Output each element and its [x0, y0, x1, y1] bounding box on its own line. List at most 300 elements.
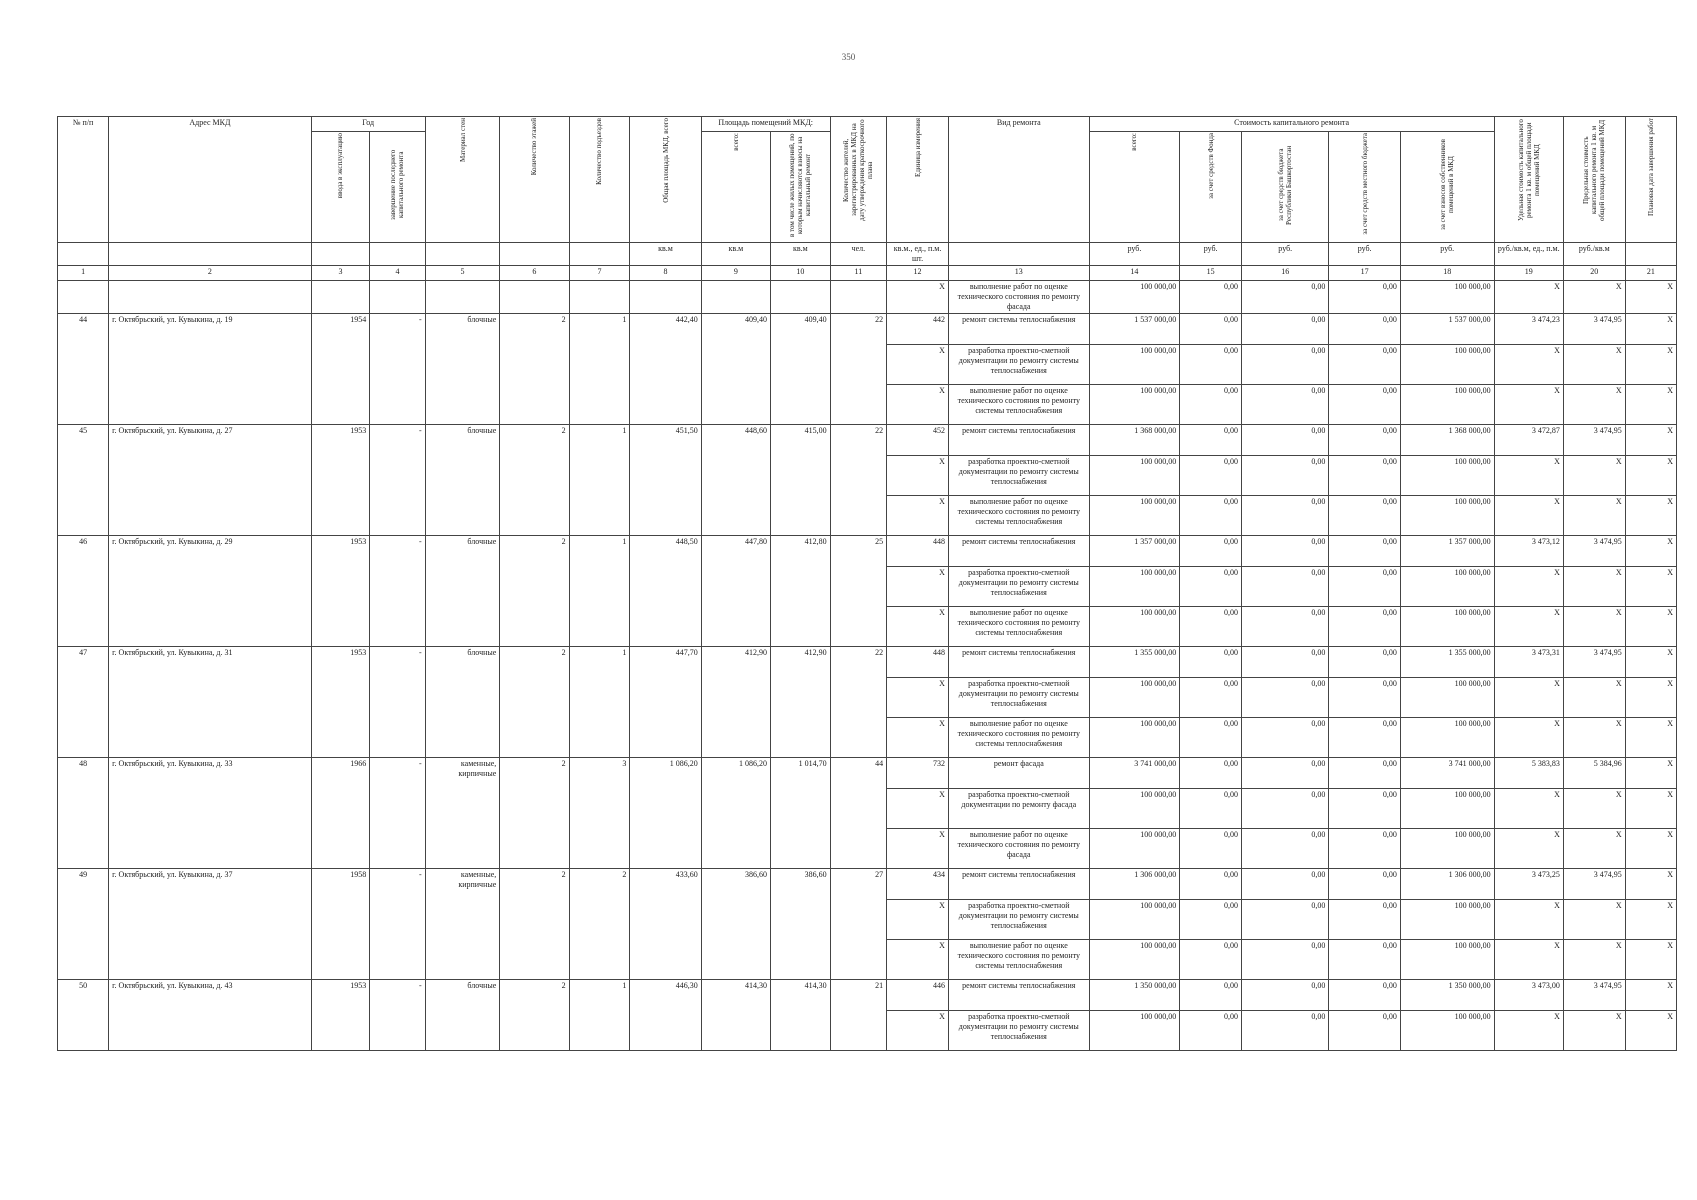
unit-cell: руб./кв.м, ед., п.м.: [1494, 243, 1563, 266]
unit-value: X: [887, 678, 949, 718]
unit-cell: руб.: [1329, 243, 1400, 266]
header-address: Адрес МКД: [109, 117, 312, 243]
unit-cell: руб./кв.м: [1563, 243, 1625, 266]
cost-fund: 0,00: [1180, 281, 1242, 314]
total-area: 451,50: [630, 425, 701, 536]
cost-local: 0,00: [1329, 567, 1400, 607]
cost-local: 0,00: [1329, 536, 1400, 567]
table-row: [58, 425, 1677, 456]
cost-total: 1 537 000,00: [1089, 314, 1180, 345]
column-number: 18: [1400, 266, 1494, 281]
cost-rb: 0,00: [1242, 940, 1329, 980]
page-number: 350: [841, 52, 856, 62]
area-residential: 415,00: [770, 425, 830, 536]
cost-rb: 0,00: [1242, 678, 1329, 718]
cost-rb: 0,00: [1242, 829, 1329, 869]
residents: 25: [830, 536, 886, 647]
limit-cost: X: [1563, 789, 1625, 829]
cost-local: 0,00: [1329, 789, 1400, 829]
table-row: [58, 314, 1677, 345]
cost-total: 100 000,00: [1089, 900, 1180, 940]
entrances: 1: [569, 425, 630, 536]
cost-fund: 0,00: [1180, 647, 1242, 678]
cost-local: 0,00: [1329, 345, 1400, 385]
cost-total: 1 368 000,00: [1089, 425, 1180, 456]
unit-value: X: [887, 345, 949, 385]
specific-cost: X: [1494, 281, 1563, 314]
plan-date: X: [1625, 314, 1676, 345]
table-row: [58, 281, 1677, 314]
table-body: [58, 281, 1677, 1051]
cost-fund: 0,00: [1180, 456, 1242, 496]
repair-type: разработка проектно-сметной документации по ремонту системы теплоснабжения: [948, 567, 1089, 607]
column-number: 3: [311, 266, 370, 281]
header-specific-cost: Удельная стоимость капитального ремонта 1 кв. м общей площади помещений МКД: [1494, 117, 1563, 243]
header-cost-total: всего:: [1089, 132, 1180, 243]
limit-cost: 3 474,95: [1563, 536, 1625, 567]
cost-owners: 100 000,00: [1400, 456, 1494, 496]
cost-owners: 100 000,00: [1400, 789, 1494, 829]
header-cost-group: Стоимость капитального ремонта: [1089, 117, 1494, 132]
specific-cost: X: [1494, 607, 1563, 647]
repair-type: разработка проектно-сметной документации по ремонту системы теплоснабжения: [948, 900, 1089, 940]
unit-value: X: [887, 456, 949, 496]
plan-date: X: [1625, 829, 1676, 869]
cost-total: 100 000,00: [1089, 456, 1180, 496]
cost-total: 100 000,00: [1089, 496, 1180, 536]
row-number: 49: [58, 869, 109, 980]
cost-local: 0,00: [1329, 425, 1400, 456]
wall-material: блочные: [425, 647, 500, 758]
plan-date: X: [1625, 900, 1676, 940]
cost-owners: 1 537 000,00: [1400, 314, 1494, 345]
specific-cost: 3 473,00: [1494, 980, 1563, 1011]
cost-rb: 0,00: [1242, 567, 1329, 607]
specific-cost: X: [1494, 900, 1563, 940]
row-number: 45: [58, 425, 109, 536]
header-floors: Количество этажей: [500, 117, 569, 243]
cost-fund: 0,00: [1180, 718, 1242, 758]
cost-fund: 0,00: [1180, 345, 1242, 385]
cost-fund: 0,00: [1180, 567, 1242, 607]
commission-year: 1953: [311, 980, 370, 1051]
limit-cost: X: [1563, 496, 1625, 536]
address: г. Октябрьский, ул. Кувыкина, д. 29: [109, 536, 312, 647]
area-all: 409,40: [701, 314, 770, 425]
header-wall-material: Материал стен: [425, 117, 500, 243]
row-number: 48: [58, 758, 109, 869]
limit-cost: X: [1563, 456, 1625, 496]
unit-value: 448: [887, 647, 949, 678]
row-number: 47: [58, 647, 109, 758]
area-residential: 412,80: [770, 536, 830, 647]
wall-material: блочные: [425, 980, 500, 1051]
cost-fund: 0,00: [1180, 869, 1242, 900]
header-cost-local: за счет средств местного бюджета: [1329, 132, 1400, 243]
commission-year: 1953: [311, 425, 370, 536]
header-repair-type: Вид ремонта: [948, 117, 1089, 243]
cost-rb: 0,00: [1242, 425, 1329, 456]
cost-local: 0,00: [1329, 718, 1400, 758]
cost-owners: 100 000,00: [1400, 567, 1494, 607]
plan-date: X: [1625, 496, 1676, 536]
total-area: 442,40: [630, 314, 701, 425]
limit-cost: X: [1563, 567, 1625, 607]
header-unit: Единица измерения: [887, 117, 949, 243]
cost-owners: 100 000,00: [1400, 829, 1494, 869]
limit-cost: X: [1563, 345, 1625, 385]
cost-rb: 0,00: [1242, 314, 1329, 345]
limit-cost: X: [1563, 385, 1625, 425]
column-number: 4: [370, 266, 425, 281]
unit-value: X: [887, 1011, 949, 1051]
cost-fund: 0,00: [1180, 314, 1242, 345]
cost-local: 0,00: [1329, 678, 1400, 718]
commission-year: 1953: [311, 536, 370, 647]
column-number: 14: [1089, 266, 1180, 281]
plan-date: X: [1625, 536, 1676, 567]
cost-local: 0,00: [1329, 1011, 1400, 1051]
last-repair-year: -: [370, 425, 425, 536]
cost-owners: 100 000,00: [1400, 607, 1494, 647]
specific-cost: X: [1494, 496, 1563, 536]
cost-local: 0,00: [1329, 496, 1400, 536]
unit-value: 452: [887, 425, 949, 456]
specific-cost: 3 473,25: [1494, 869, 1563, 900]
residents: 22: [830, 425, 886, 536]
area-all: 447,80: [701, 536, 770, 647]
column-number: 6: [500, 266, 569, 281]
limit-cost: X: [1563, 1011, 1625, 1051]
unit-value: X: [887, 789, 949, 829]
cost-local: 0,00: [1329, 869, 1400, 900]
specific-cost: X: [1494, 829, 1563, 869]
cost-owners: 100 000,00: [1400, 281, 1494, 314]
floors: 2: [500, 869, 569, 980]
wall-material: блочные: [425, 425, 500, 536]
plan-date: X: [1625, 456, 1676, 496]
unit-cell: кв.м: [701, 243, 770, 266]
last-repair-year: -: [370, 647, 425, 758]
limit-cost: 5 384,96: [1563, 758, 1625, 789]
commission-year: 1966: [311, 758, 370, 869]
plan-date: X: [1625, 607, 1676, 647]
header-num: № п/п: [58, 117, 109, 243]
limit-cost: 3 474,95: [1563, 425, 1625, 456]
plan-date: X: [1625, 281, 1676, 314]
last-repair-year: -: [370, 980, 425, 1051]
cost-local: 0,00: [1329, 456, 1400, 496]
repair-type: ремонт системы теплоснабжения: [948, 536, 1089, 567]
cost-local: 0,00: [1329, 758, 1400, 789]
header-commission-year: ввода в эксплуатацию: [311, 132, 370, 243]
cost-local: 0,00: [1329, 281, 1400, 314]
cost-local: 0,00: [1329, 385, 1400, 425]
unit-cell: кв.м: [770, 243, 830, 266]
plan-date: X: [1625, 980, 1676, 1011]
specific-cost: X: [1494, 385, 1563, 425]
repair-type: разработка проектно-сметной документации по ремонту системы теплоснабжения: [948, 456, 1089, 496]
specific-cost: X: [1494, 1011, 1563, 1051]
column-number: 19: [1494, 266, 1563, 281]
column-number: 13: [948, 266, 1089, 281]
commission-year: 1958: [311, 869, 370, 980]
limit-cost: 3 474,95: [1563, 980, 1625, 1011]
specific-cost: 3 472,87: [1494, 425, 1563, 456]
cost-total: 3 741 000,00: [1089, 758, 1180, 789]
unit-value: X: [887, 940, 949, 980]
column-number: 10: [770, 266, 830, 281]
header-cost-owners: за счет взносов собственников помещений в МКД: [1400, 132, 1494, 243]
column-number: 2: [109, 266, 312, 281]
column-numbers-row: [58, 266, 1677, 281]
cost-total: 100 000,00: [1089, 789, 1180, 829]
cost-total: 100 000,00: [1089, 940, 1180, 980]
area-all: 1 086,20: [701, 758, 770, 869]
cost-local: 0,00: [1329, 900, 1400, 940]
cost-fund: 0,00: [1180, 425, 1242, 456]
cost-owners: 100 000,00: [1400, 1011, 1494, 1051]
cost-rb: 0,00: [1242, 789, 1329, 829]
entrances: 2: [569, 869, 630, 980]
column-number: 17: [1329, 266, 1400, 281]
unit-cell: кв.м: [630, 243, 701, 266]
unit-cell: кв.м., ед., п.м. шт.: [887, 243, 949, 266]
limit-cost: X: [1563, 718, 1625, 758]
repair-type: выполнение работ по оценке технического состояния по ремонту системы теплоснабжения: [948, 496, 1089, 536]
plan-date: X: [1625, 345, 1676, 385]
header-residents: Количество жителей, зарегистрированных в МКД на дату утверждения краткосрочного плана: [830, 117, 886, 243]
cost-local: 0,00: [1329, 607, 1400, 647]
cost-owners: 1 357 000,00: [1400, 536, 1494, 567]
row-number: 46: [58, 536, 109, 647]
header-cost-fund: за счет средств Фонда: [1180, 132, 1242, 243]
entrances: 1: [569, 647, 630, 758]
specific-cost: X: [1494, 678, 1563, 718]
area-all: 412,90: [701, 647, 770, 758]
floors: 2: [500, 980, 569, 1051]
cost-fund: 0,00: [1180, 758, 1242, 789]
cost-fund: 0,00: [1180, 900, 1242, 940]
cost-owners: 100 000,00: [1400, 940, 1494, 980]
unit-value: X: [887, 385, 949, 425]
cost-fund: 0,00: [1180, 496, 1242, 536]
plan-date: X: [1625, 940, 1676, 980]
entrances: 3: [569, 758, 630, 869]
unit-value: 446: [887, 980, 949, 1011]
residents: 27: [830, 869, 886, 980]
floors: 2: [500, 536, 569, 647]
cost-owners: 100 000,00: [1400, 345, 1494, 385]
address: г. Октябрьский, ул. Кувыкина, д. 43: [109, 980, 312, 1051]
area-residential: 414,30: [770, 980, 830, 1051]
cost-local: 0,00: [1329, 980, 1400, 1011]
column-number: 1: [58, 266, 109, 281]
entrances: 1: [569, 536, 630, 647]
repair-type: ремонт системы теплоснабжения: [948, 869, 1089, 900]
cost-owners: 3 741 000,00: [1400, 758, 1494, 789]
wall-material: каменные, кирпичные: [425, 758, 500, 869]
header-limit-cost: Предельная стоимость капитального ремонта 1 кв. м общей площади помещений МКД: [1563, 117, 1625, 243]
repair-type: выполнение работ по оценке технического состояния по ремонту фасада: [948, 281, 1089, 314]
unit-value: X: [887, 829, 949, 869]
units-row: [58, 243, 1677, 266]
unit-value: 442: [887, 314, 949, 345]
plan-date: X: [1625, 567, 1676, 607]
cost-local: 0,00: [1329, 940, 1400, 980]
total-area: 448,50: [630, 536, 701, 647]
cost-owners: 1 368 000,00: [1400, 425, 1494, 456]
header-area-all: всего:: [701, 132, 770, 243]
cost-local: 0,00: [1329, 314, 1400, 345]
specific-cost: X: [1494, 718, 1563, 758]
plan-date: X: [1625, 385, 1676, 425]
residents: 22: [830, 647, 886, 758]
address: г. Октябрьский, ул. Кувыкина, д. 19: [109, 314, 312, 425]
cost-fund: 0,00: [1180, 940, 1242, 980]
total-area: 446,30: [630, 980, 701, 1051]
cost-rb: 0,00: [1242, 718, 1329, 758]
repair-type: ремонт фасада: [948, 758, 1089, 789]
cost-total: 1 306 000,00: [1089, 869, 1180, 900]
residents: 44: [830, 758, 886, 869]
table-row: [58, 647, 1677, 678]
header-plan-date: Плановая дата завершения работ: [1625, 117, 1676, 243]
cost-total: 100 000,00: [1089, 1011, 1180, 1051]
cost-total: 100 000,00: [1089, 281, 1180, 314]
unit-value: X: [887, 900, 949, 940]
unit-value: 732: [887, 758, 949, 789]
column-number: 8: [630, 266, 701, 281]
cost-total: 100 000,00: [1089, 385, 1180, 425]
cost-rb: 0,00: [1242, 536, 1329, 567]
table-row: [58, 869, 1677, 900]
repair-plan-table: [57, 116, 1677, 1051]
cost-owners: 100 000,00: [1400, 678, 1494, 718]
repair-type: выполнение работ по оценке технического состояния по ремонту системы теплоснабжения: [948, 607, 1089, 647]
cost-rb: 0,00: [1242, 869, 1329, 900]
cost-total: 100 000,00: [1089, 345, 1180, 385]
last-repair-year: -: [370, 536, 425, 647]
header-area-group: Площадь помещений МКД:: [701, 117, 830, 132]
unit-cell: руб.: [1180, 243, 1242, 266]
last-repair-year: -: [370, 314, 425, 425]
limit-cost: X: [1563, 829, 1625, 869]
column-number: 7: [569, 266, 630, 281]
floors: 2: [500, 314, 569, 425]
plan-date: X: [1625, 647, 1676, 678]
wall-material: каменные, кирпичные: [425, 869, 500, 980]
repair-type: выполнение работ по оценке технического состояния по ремонту системы теплоснабжения: [948, 940, 1089, 980]
column-number: 15: [1180, 266, 1242, 281]
column-number: 20: [1563, 266, 1625, 281]
cost-total: 100 000,00: [1089, 718, 1180, 758]
limit-cost: 3 474,95: [1563, 314, 1625, 345]
repair-type: ремонт системы теплоснабжения: [948, 425, 1089, 456]
cost-total: 1 355 000,00: [1089, 647, 1180, 678]
cost-owners: 100 000,00: [1400, 900, 1494, 940]
cost-fund: 0,00: [1180, 678, 1242, 718]
address: г. Октябрьский, ул. Кувыкина, д. 37: [109, 869, 312, 980]
specific-cost: X: [1494, 789, 1563, 829]
commission-year: 1953: [311, 647, 370, 758]
area-residential: 386,60: [770, 869, 830, 980]
cost-fund: 0,00: [1180, 607, 1242, 647]
repair-type: разработка проектно-сметной документации по ремонту системы теплоснабжения: [948, 1011, 1089, 1051]
header-area-residential: в том числе жилых помещений, по которым начисляются взносы на капитальный ремонт: [770, 132, 830, 243]
cost-owners: 1 355 000,00: [1400, 647, 1494, 678]
cost-total: 100 000,00: [1089, 607, 1180, 647]
cost-rb: 0,00: [1242, 647, 1329, 678]
last-repair-year: -: [370, 869, 425, 980]
limit-cost: X: [1563, 678, 1625, 718]
table-header: [58, 117, 1677, 281]
specific-cost: X: [1494, 456, 1563, 496]
address: г. Октябрьский, ул. Кувыкина, д. 31: [109, 647, 312, 758]
table-row: [58, 758, 1677, 789]
residents: 21: [830, 980, 886, 1051]
specific-cost: 3 474,23: [1494, 314, 1563, 345]
repair-type: ремонт системы теплоснабжения: [948, 314, 1089, 345]
cost-local: 0,00: [1329, 647, 1400, 678]
header-entrances: Количество подъездов: [569, 117, 630, 243]
specific-cost: X: [1494, 940, 1563, 980]
residents: 22: [830, 314, 886, 425]
cost-rb: 0,00: [1242, 758, 1329, 789]
area-all: 414,30: [701, 980, 770, 1051]
unit-cell: чел.: [830, 243, 886, 266]
area-all: 386,60: [701, 869, 770, 980]
cost-rb: 0,00: [1242, 607, 1329, 647]
cost-rb: 0,00: [1242, 385, 1329, 425]
total-area: 433,60: [630, 869, 701, 980]
unit-value: X: [887, 567, 949, 607]
plan-date: X: [1625, 758, 1676, 789]
cost-owners: 1 350 000,00: [1400, 980, 1494, 1011]
address: г. Октябрьский, ул. Кувыкина, д. 33: [109, 758, 312, 869]
table-row: [58, 536, 1677, 567]
plan-date: X: [1625, 718, 1676, 758]
unit-value: X: [887, 718, 949, 758]
entrances: 1: [569, 980, 630, 1051]
commission-year: 1954: [311, 314, 370, 425]
address: г. Октябрьский, ул. Кувыкина, д. 27: [109, 425, 312, 536]
unit-value: X: [887, 607, 949, 647]
plan-date: X: [1625, 869, 1676, 900]
cost-local: 0,00: [1329, 829, 1400, 869]
limit-cost: 3 474,95: [1563, 869, 1625, 900]
limit-cost: X: [1563, 900, 1625, 940]
repair-type: выполнение работ по оценке технического состояния по ремонту системы теплоснабжения: [948, 385, 1089, 425]
wall-material: блочные: [425, 536, 500, 647]
header-cost-rb: за счет средств бюджета Республики Башкортостан: [1242, 132, 1329, 243]
plan-date: X: [1625, 789, 1676, 829]
unit-value: 434: [887, 869, 949, 900]
cost-total: 100 000,00: [1089, 678, 1180, 718]
limit-cost: 3 474,95: [1563, 647, 1625, 678]
unit-value: X: [887, 496, 949, 536]
cost-fund: 0,00: [1180, 789, 1242, 829]
table-row: [58, 980, 1677, 1011]
repair-type: разработка проектно-сметной документации по ремонту системы теплоснабжения: [948, 678, 1089, 718]
column-number: 9: [701, 266, 770, 281]
total-area: 1 086,20: [630, 758, 701, 869]
unit-cell: руб.: [1089, 243, 1180, 266]
cost-total: 100 000,00: [1089, 829, 1180, 869]
unit-value: 448: [887, 536, 949, 567]
cost-rb: 0,00: [1242, 281, 1329, 314]
cost-fund: 0,00: [1180, 980, 1242, 1011]
